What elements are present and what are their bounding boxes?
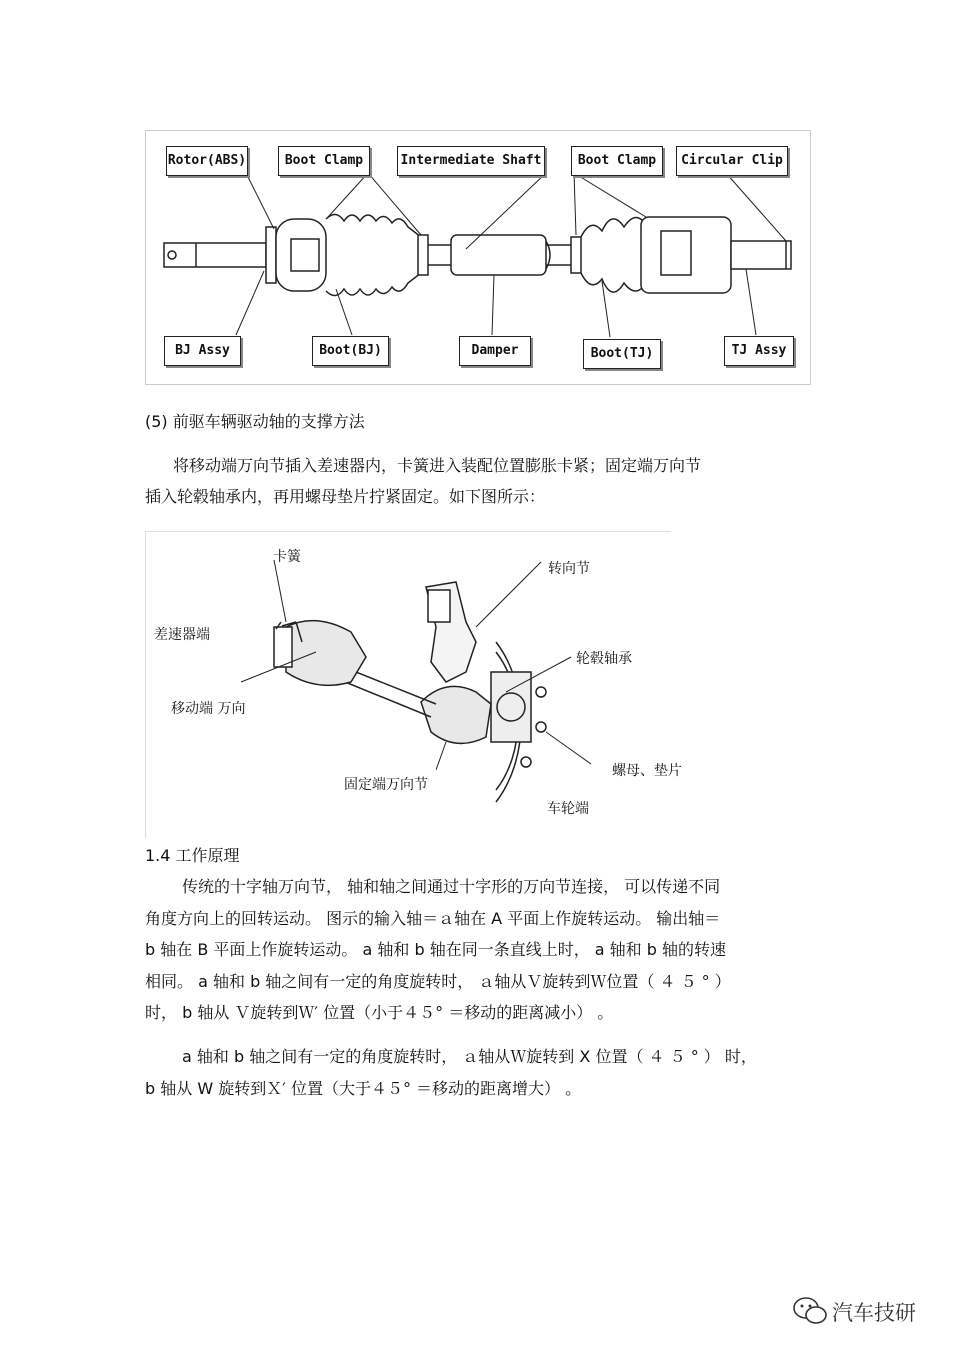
label-circular-clip: Circular Clip	[676, 146, 788, 176]
label-knuckle: 转向节	[548, 561, 590, 577]
paragraph-2-line-2: 角度方向上的回转运动。 图示的输入轴＝ａ轴在 A 平面上作旋转运动。 输出轴＝	[145, 909, 721, 928]
paragraph-1-line-2: 插入轮毂轴承内，再用螺母垫片拧紧固定。如下图所示：	[145, 487, 546, 506]
paragraph-2-line-3: b 轴在 B 平面上作旋转运动。 a 轴和 b 轴在同一条直线上时， a 轴和 b 轴的转速	[145, 940, 727, 959]
label-rotor-abs: Rotor(ABS)	[166, 146, 248, 176]
label-hub-bearing: 轮毂轴承	[576, 651, 632, 667]
label-sliding-joint: 移动端 万向	[171, 701, 246, 717]
paragraph-3-line-1: a 轴和 b 轴之间有一定的角度旋转时， ａ轴从Ｗ旋转到 X 位置（ ４ ５ ° ） 时，	[182, 1047, 757, 1066]
label-fixed-joint: 固定端万向节	[336, 768, 436, 800]
label-tj-assy: TJ Assy	[724, 336, 794, 366]
watermark-text: 汽车技研	[832, 1301, 916, 1325]
support-method-figure	[145, 531, 682, 838]
label-damper: Damper	[459, 336, 531, 366]
wechat-icon	[792, 1296, 828, 1326]
label-intermediate-shaft: Intermediate Shaft	[397, 146, 545, 176]
section-5-title: (5) 前驱车辆驱动轴的支撑方法	[145, 412, 365, 431]
label-bj-assy: BJ Assy	[164, 336, 241, 366]
label-differential-end: 差速器端	[154, 627, 210, 643]
label-nut-washer: 螺母、垫片	[604, 754, 690, 786]
label-boot-clamp-left: Boot Clamp	[278, 146, 370, 176]
label-wheel-end: 车轮端	[547, 801, 589, 817]
label-boot-tj: Boot(TJ)	[583, 339, 661, 369]
drive-shaft-figure	[145, 130, 811, 385]
paragraph-2-line-4: 相同。 a 轴和 b 轴之间有一定的角度旋转时， ａ轴从Ｖ旋转到Ｗ位置（ ４ ５ ° ）	[145, 972, 731, 991]
paragraph-2-line-5: 时， b 轴从 Ｖ旋转到Ｗ′ 位置（小于４５° ＝移动的距离减小） 。	[145, 1003, 614, 1022]
paragraph-1-line-1: 将移动端万向节插入差速器内，卡簧进入装配位置膨胀卡紧；固定端万向节	[173, 456, 702, 475]
label-boot-bj: Boot(BJ)	[312, 336, 389, 366]
label-boot-clamp-right: Boot Clamp	[571, 146, 663, 176]
paragraph-3-line-2: b 轴从 W 旋转到Ｘ′ 位置（大于４５° ＝移动的距离增大） 。	[145, 1079, 582, 1098]
label-circlip: 卡簧	[273, 549, 301, 565]
paragraph-2-line-1: 传统的十字轴万向节， 轴和轴之间通过十字形的万向节连接， 可以传递不同	[182, 877, 721, 896]
section-1-4-title: 1.4 工作原理	[145, 846, 240, 865]
